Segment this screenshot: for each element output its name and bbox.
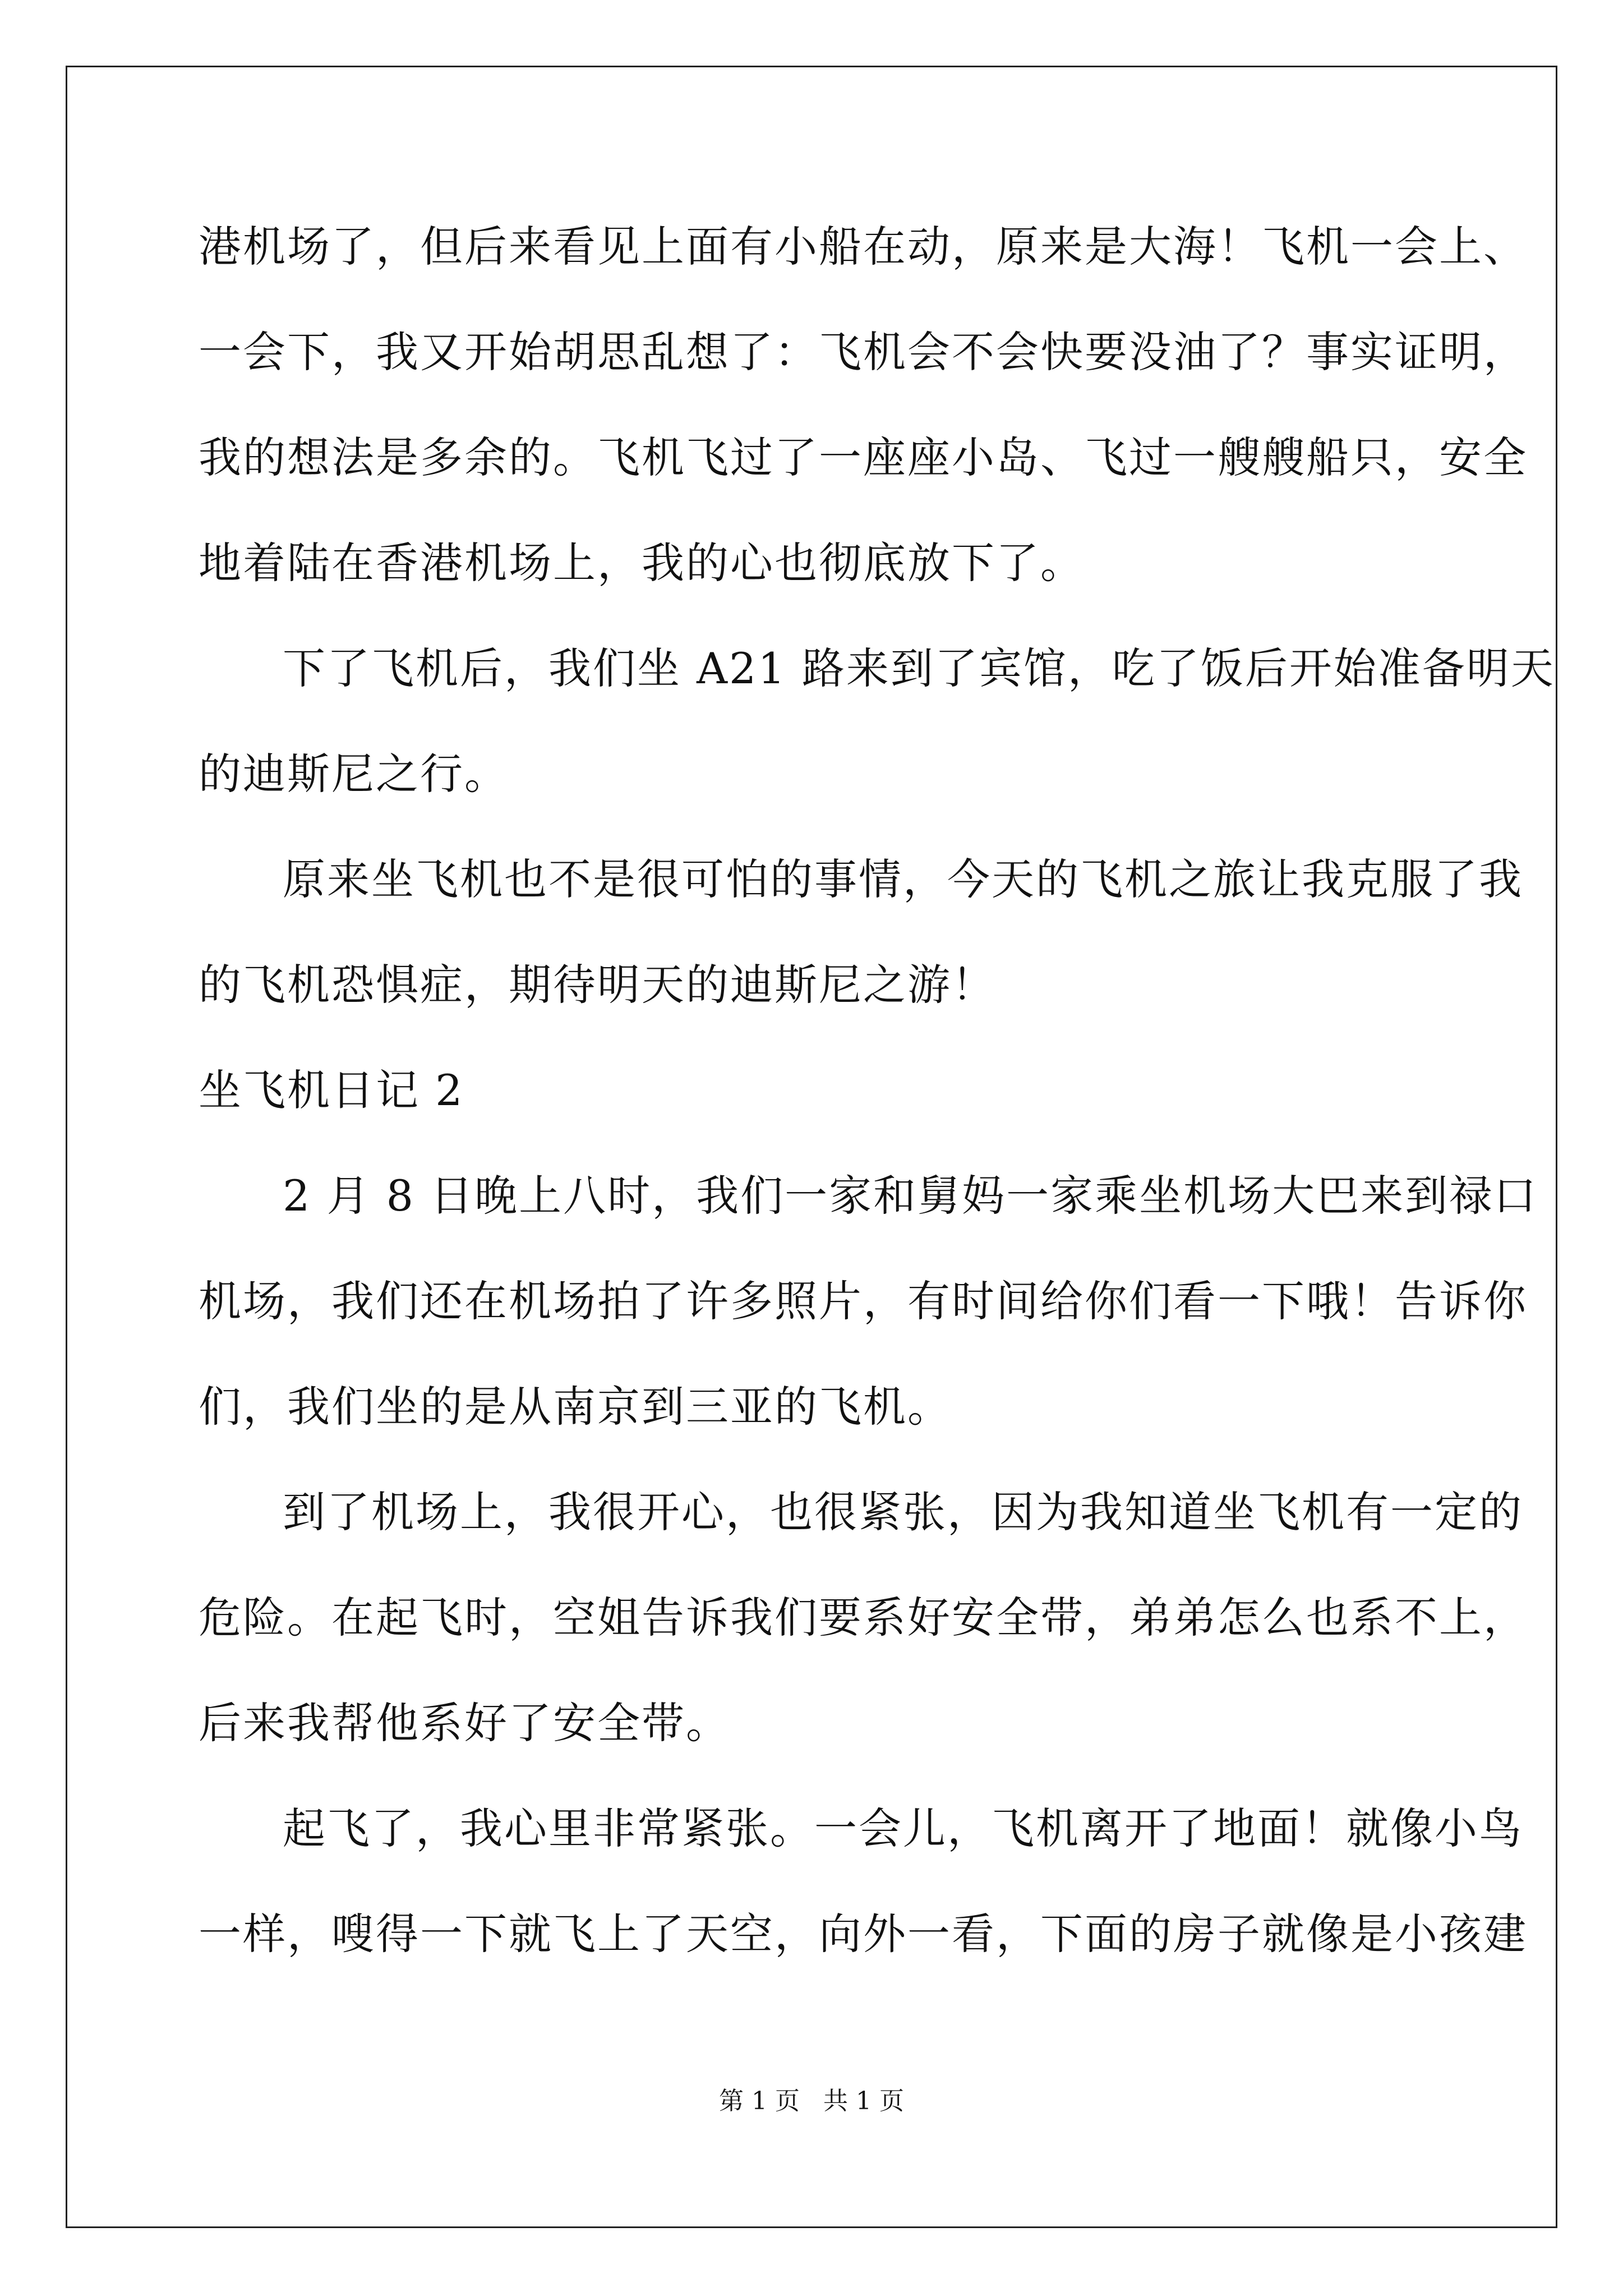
body-line: 的飞机恐惧症，期待明天的迪斯尼之游！ (199, 960, 996, 1010)
body-line: 一会下，我又开始胡思乱想了：飞机会不会快要没油了？事实证明， (199, 327, 1528, 377)
paragraph-start-line: 原来坐飞机也不是很可怕的事情，今天的飞机之旅让我克服了我 (283, 854, 1523, 904)
section-heading: 坐飞机日记 2 (199, 1065, 464, 1115)
paragraph-start-line: 下了飞机后，我们坐 A21 路来到了宾馆，吃了饭后开始准备明天 (283, 643, 1555, 693)
paragraph-start-line: 起飞了，我心里非常紧张。一会儿，飞机离开了地面！就像小鸟 (283, 1803, 1523, 1853)
body-line: 的迪斯尼之行。 (199, 749, 509, 799)
body-line: 们，我们坐的是从南京到三亚的飞机。 (199, 1382, 952, 1432)
body-line: 后来我帮他系好了安全带。 (199, 1698, 730, 1748)
body-line: 危险。在起飞时，空姐告诉我们要系好安全带，弟弟怎么也系不上， (199, 1593, 1528, 1642)
page-number-footer: 第 1 页 共 1 页 (719, 2087, 904, 2115)
body-line: 我的想法是多余的。飞机飞过了一座座小岛、飞过一艘艘船只，安全 (199, 432, 1528, 482)
body-line: 机场，我们还在机场拍了许多照片，有时间给你们看一下哦！告诉你 (199, 1276, 1528, 1326)
body-line: 港机场了，但后来看见上面有小船在动，原来是大海！飞机一会上、 (199, 222, 1528, 272)
body-line: 一样，嗖得一下就飞上了天空，向外一看，下面的房子就像是小孩建 (199, 1909, 1528, 1959)
page-border (66, 66, 1557, 2228)
body-line: 地着陆在香港机场上，我的心也彻底放下了。 (199, 538, 1085, 588)
paragraph-start-line: 2 月 8 日晚上八时，我们一家和舅妈一家乘坐机场大巴来到禄口 (283, 1171, 1538, 1221)
paragraph-start-line: 到了机场上，我很开心，也很紧张，因为我知道坐飞机有一定的 (283, 1487, 1523, 1537)
